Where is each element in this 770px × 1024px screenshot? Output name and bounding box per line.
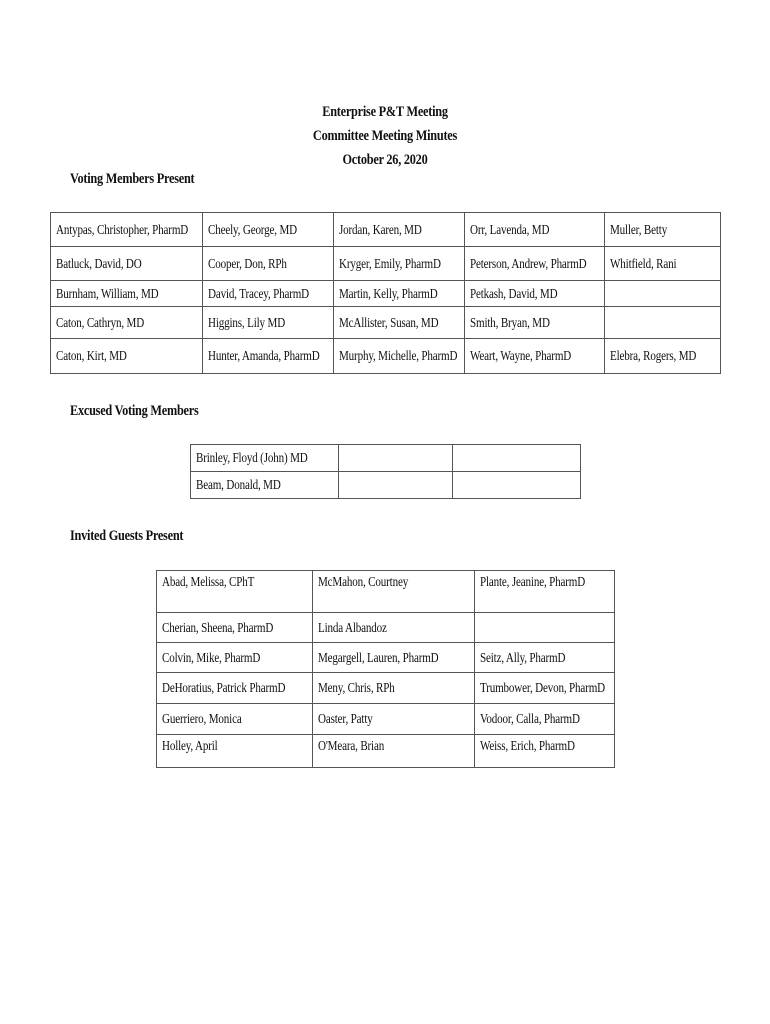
- member-name: Hunter, Amanda, PharmD: [208, 348, 320, 363]
- table-cell: [334, 281, 465, 307]
- table-cell: [203, 281, 334, 307]
- table-cell: [334, 247, 465, 281]
- table-cell: [334, 213, 465, 247]
- excused-members-body: [191, 445, 581, 499]
- table-cell: [157, 643, 313, 673]
- table-cell: [203, 213, 334, 247]
- table-cell: [453, 445, 581, 472]
- table-cell: [605, 213, 721, 247]
- table-row: [51, 307, 721, 339]
- table-cell: [465, 307, 605, 339]
- table-row: [51, 213, 721, 247]
- table-cell: [465, 281, 605, 307]
- table-cell: [475, 735, 615, 768]
- table-cell: [191, 445, 339, 472]
- member-name: Whitfield, Rani: [610, 255, 677, 271]
- table-cell: [475, 571, 615, 613]
- table-row: [51, 281, 721, 307]
- member-name: Batluck, David, DO: [56, 255, 142, 271]
- table-cell: [51, 307, 203, 339]
- voting-members-body: [51, 213, 721, 374]
- table-cell: [51, 339, 203, 374]
- table-cell: [313, 613, 475, 643]
- member-name: Beam, Donald, MD: [196, 477, 281, 492]
- table-row: [157, 673, 615, 704]
- member-name: Higgins, Lily MD: [208, 314, 286, 330]
- member-name: Meny, Chris, RPh: [318, 680, 395, 695]
- invited-guests-heading: Invited Guests Present: [70, 528, 184, 544]
- table-cell: [605, 307, 721, 339]
- table-row: [191, 472, 581, 499]
- member-name: Elebra, Rogers, MD: [610, 348, 697, 363]
- member-name: Orr, Lavenda, MD: [470, 221, 550, 237]
- table-cell: [339, 472, 453, 499]
- invited-guests-body: [157, 571, 615, 768]
- table-cell: [475, 643, 615, 673]
- member-name: Seitz, Ally, PharmD: [480, 649, 566, 665]
- table-cell: [157, 613, 313, 643]
- member-name: Caton, Cathryn, MD: [56, 314, 145, 330]
- table-cell: [51, 281, 203, 307]
- member-name: Colvin, Mike, PharmD: [162, 649, 261, 665]
- member-name: Brinley, Floyd (John) MD: [196, 450, 308, 465]
- member-name: Smith, Bryan, MD: [470, 314, 550, 330]
- table-cell: [203, 247, 334, 281]
- member-name: Abad, Melissa, CPhT: [162, 574, 255, 589]
- table-cell: [157, 704, 313, 735]
- table-cell: [475, 673, 615, 704]
- member-name: Trumbower, Devon, PharmD: [480, 680, 605, 695]
- table-cell: [157, 673, 313, 704]
- table-cell: [475, 613, 615, 643]
- table-cell: [203, 307, 334, 339]
- table-cell: [157, 571, 313, 613]
- title-line-1: Enterprise P&T Meeting: [322, 104, 448, 120]
- table-cell: [475, 704, 615, 735]
- member-name: Plante, Jeanine, PharmD: [480, 574, 586, 589]
- member-name: Kryger, Emily, PharmD: [339, 255, 441, 271]
- table-cell: [334, 339, 465, 374]
- member-name: Vodoor, Calla, PharmD: [480, 711, 580, 726]
- table-row: [51, 247, 721, 281]
- table-cell: [191, 472, 339, 499]
- table-cell: [157, 735, 313, 768]
- member-name: Weiss, Erich, PharmD: [480, 738, 575, 753]
- member-name: David, Tracey, PharmD: [208, 285, 310, 301]
- member-name: Muller, Betty: [610, 221, 668, 237]
- member-name: Burnham, William, MD: [56, 285, 159, 301]
- member-name: Megargell, Lauren, PharmD: [318, 649, 439, 665]
- member-name: Holley, April: [162, 738, 218, 753]
- table-row: [191, 445, 581, 472]
- table-row: [157, 704, 615, 735]
- meeting-date: October 26, 2020: [342, 152, 428, 168]
- voting-members-table: [50, 212, 721, 374]
- table-cell: [313, 571, 475, 613]
- table-cell: [605, 281, 721, 307]
- voting-members-heading: Voting Members Present: [70, 171, 195, 187]
- table-row: [157, 735, 615, 768]
- table-cell: [453, 472, 581, 499]
- excused-members-heading: Excused Voting Members: [70, 403, 199, 419]
- invited-guests-table: [156, 570, 615, 768]
- table-cell: [339, 445, 453, 472]
- member-name: Cooper, Don, RPh: [208, 255, 287, 271]
- member-name: Caton, Kirt, MD: [56, 348, 127, 363]
- member-name: Guerriero, Monica: [162, 711, 242, 726]
- member-name: Martin, Kelly, PharmD: [339, 285, 438, 301]
- table-cell: [465, 213, 605, 247]
- member-name: Murphy, Michelle, PharmD: [339, 348, 458, 363]
- table-row: [157, 571, 615, 613]
- member-name: O'Meara, Brian: [318, 738, 385, 753]
- document-title: [69, 100, 700, 172]
- member-name: Linda Albandoz: [318, 619, 387, 635]
- table-row: [51, 339, 721, 374]
- member-name: Peterson, Andrew, PharmD: [470, 255, 587, 271]
- table-cell: [334, 307, 465, 339]
- table-row: [157, 643, 615, 673]
- member-name: McAllister, Susan, MD: [339, 314, 439, 330]
- member-name: Weart, Wayne, PharmD: [470, 348, 572, 363]
- excused-members-table: [190, 444, 581, 499]
- table-cell: [203, 339, 334, 374]
- title-line-2: Committee Meeting Minutes: [312, 128, 458, 144]
- member-name: McMahon, Courtney: [318, 574, 409, 589]
- member-name: Oaster, Patty: [318, 711, 373, 726]
- table-cell: [605, 339, 721, 374]
- member-name: Cherian, Sheena, PharmD: [162, 619, 274, 635]
- table-cell: [51, 213, 203, 247]
- table-cell: [313, 643, 475, 673]
- member-name: DeHoratius, Patrick PharmD: [162, 680, 286, 695]
- member-name: Jordan, Karen, MD: [339, 221, 422, 237]
- table-cell: [465, 247, 605, 281]
- member-name: Antypas, Christopher, PharmD: [56, 221, 189, 237]
- table-cell: [465, 339, 605, 374]
- table-cell: [313, 673, 475, 704]
- member-name: Petkash, David, MD: [470, 285, 558, 301]
- member-name: Cheely, George, MD: [208, 221, 297, 237]
- table-cell: [51, 247, 203, 281]
- table-row: [157, 613, 615, 643]
- table-cell: [313, 735, 475, 768]
- table-cell: [605, 247, 721, 281]
- table-cell: [313, 704, 475, 735]
